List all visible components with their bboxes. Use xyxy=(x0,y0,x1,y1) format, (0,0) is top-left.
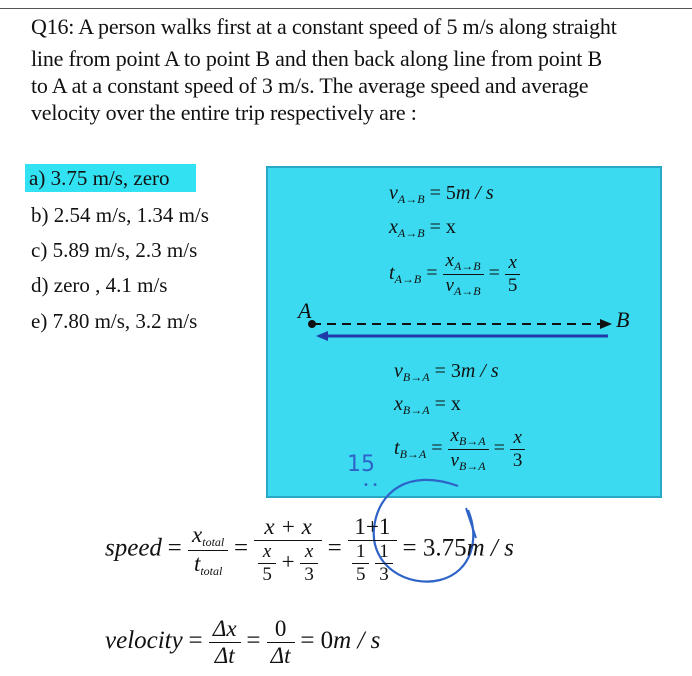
eq-ab-velocity: $v_{A\to B} = 5m / s$ xyxy=(389,182,494,206)
path-arrows xyxy=(290,305,650,345)
option-a-label: a) 3.75 m/s, zero xyxy=(25,164,196,192)
option-c[interactable]: c) 5.89 m/s, 2.3 m/s xyxy=(31,238,198,262)
forward-arrow-head xyxy=(600,319,612,329)
speed-equation: speed = $\frac{x_{total}}{t_{total}}$ = x + x $\frac{x}{5}$ + $\frac{x}{3}$ = 1+1 $\frac{1}{5}$ $\frac{1}{3}$ = 3.75m / s xyxy=(105,514,514,585)
top-rule xyxy=(0,8,692,9)
return-arrow-head xyxy=(316,331,328,341)
point-b-label: B xyxy=(616,307,630,332)
question-line-2: line from point A to point B and then back along line from point B xyxy=(31,46,602,71)
eq-ab-time: $t_{A\to B}$ = $\frac{x_{A\to B}}{v_{A\to B}}$ = $\frac{x}{5}$ xyxy=(389,250,520,299)
option-d[interactable]: d) zero , 4.1 m/s xyxy=(31,273,168,297)
question-line-3: to A at a constant speed of 3 m/s. The average speed and average xyxy=(31,73,589,98)
point-a-label: A xyxy=(298,298,312,323)
question-line-1: Q16: A person walks first at a constant speed of 5 m/s along straight xyxy=(31,14,617,39)
handwritten-note: 15 xyxy=(347,452,375,477)
handwritten-dots: • • xyxy=(363,480,378,491)
eq-ab-distance: $x_{A\to B} = x$ xyxy=(389,216,456,240)
eq-ba-time: $t_{B\to A}$ = $\frac{x_{B\to A}}{v_{B\to A}}$ = $\frac{x}{3}$ xyxy=(394,425,525,474)
option-e[interactable]: e) 7.80 m/s, 3.2 m/s xyxy=(31,309,198,333)
eq-ba-distance: $x_{B\to A} = x$ xyxy=(394,393,461,417)
option-a[interactable] xyxy=(31,166,196,191)
velocity-equation: velocity = $\frac{\Delta x}{\Delta t}$ = $\frac{0}{\Delta t}$ = 0m / s xyxy=(105,616,381,668)
option-b[interactable]: b) 2.54 m/s, 1.34 m/s xyxy=(31,203,209,227)
eq-ba-velocity: $v_{B\to A} = 3m / s$ xyxy=(394,360,499,384)
question-line-4: velocity over the entire trip respectively are : xyxy=(31,100,417,125)
